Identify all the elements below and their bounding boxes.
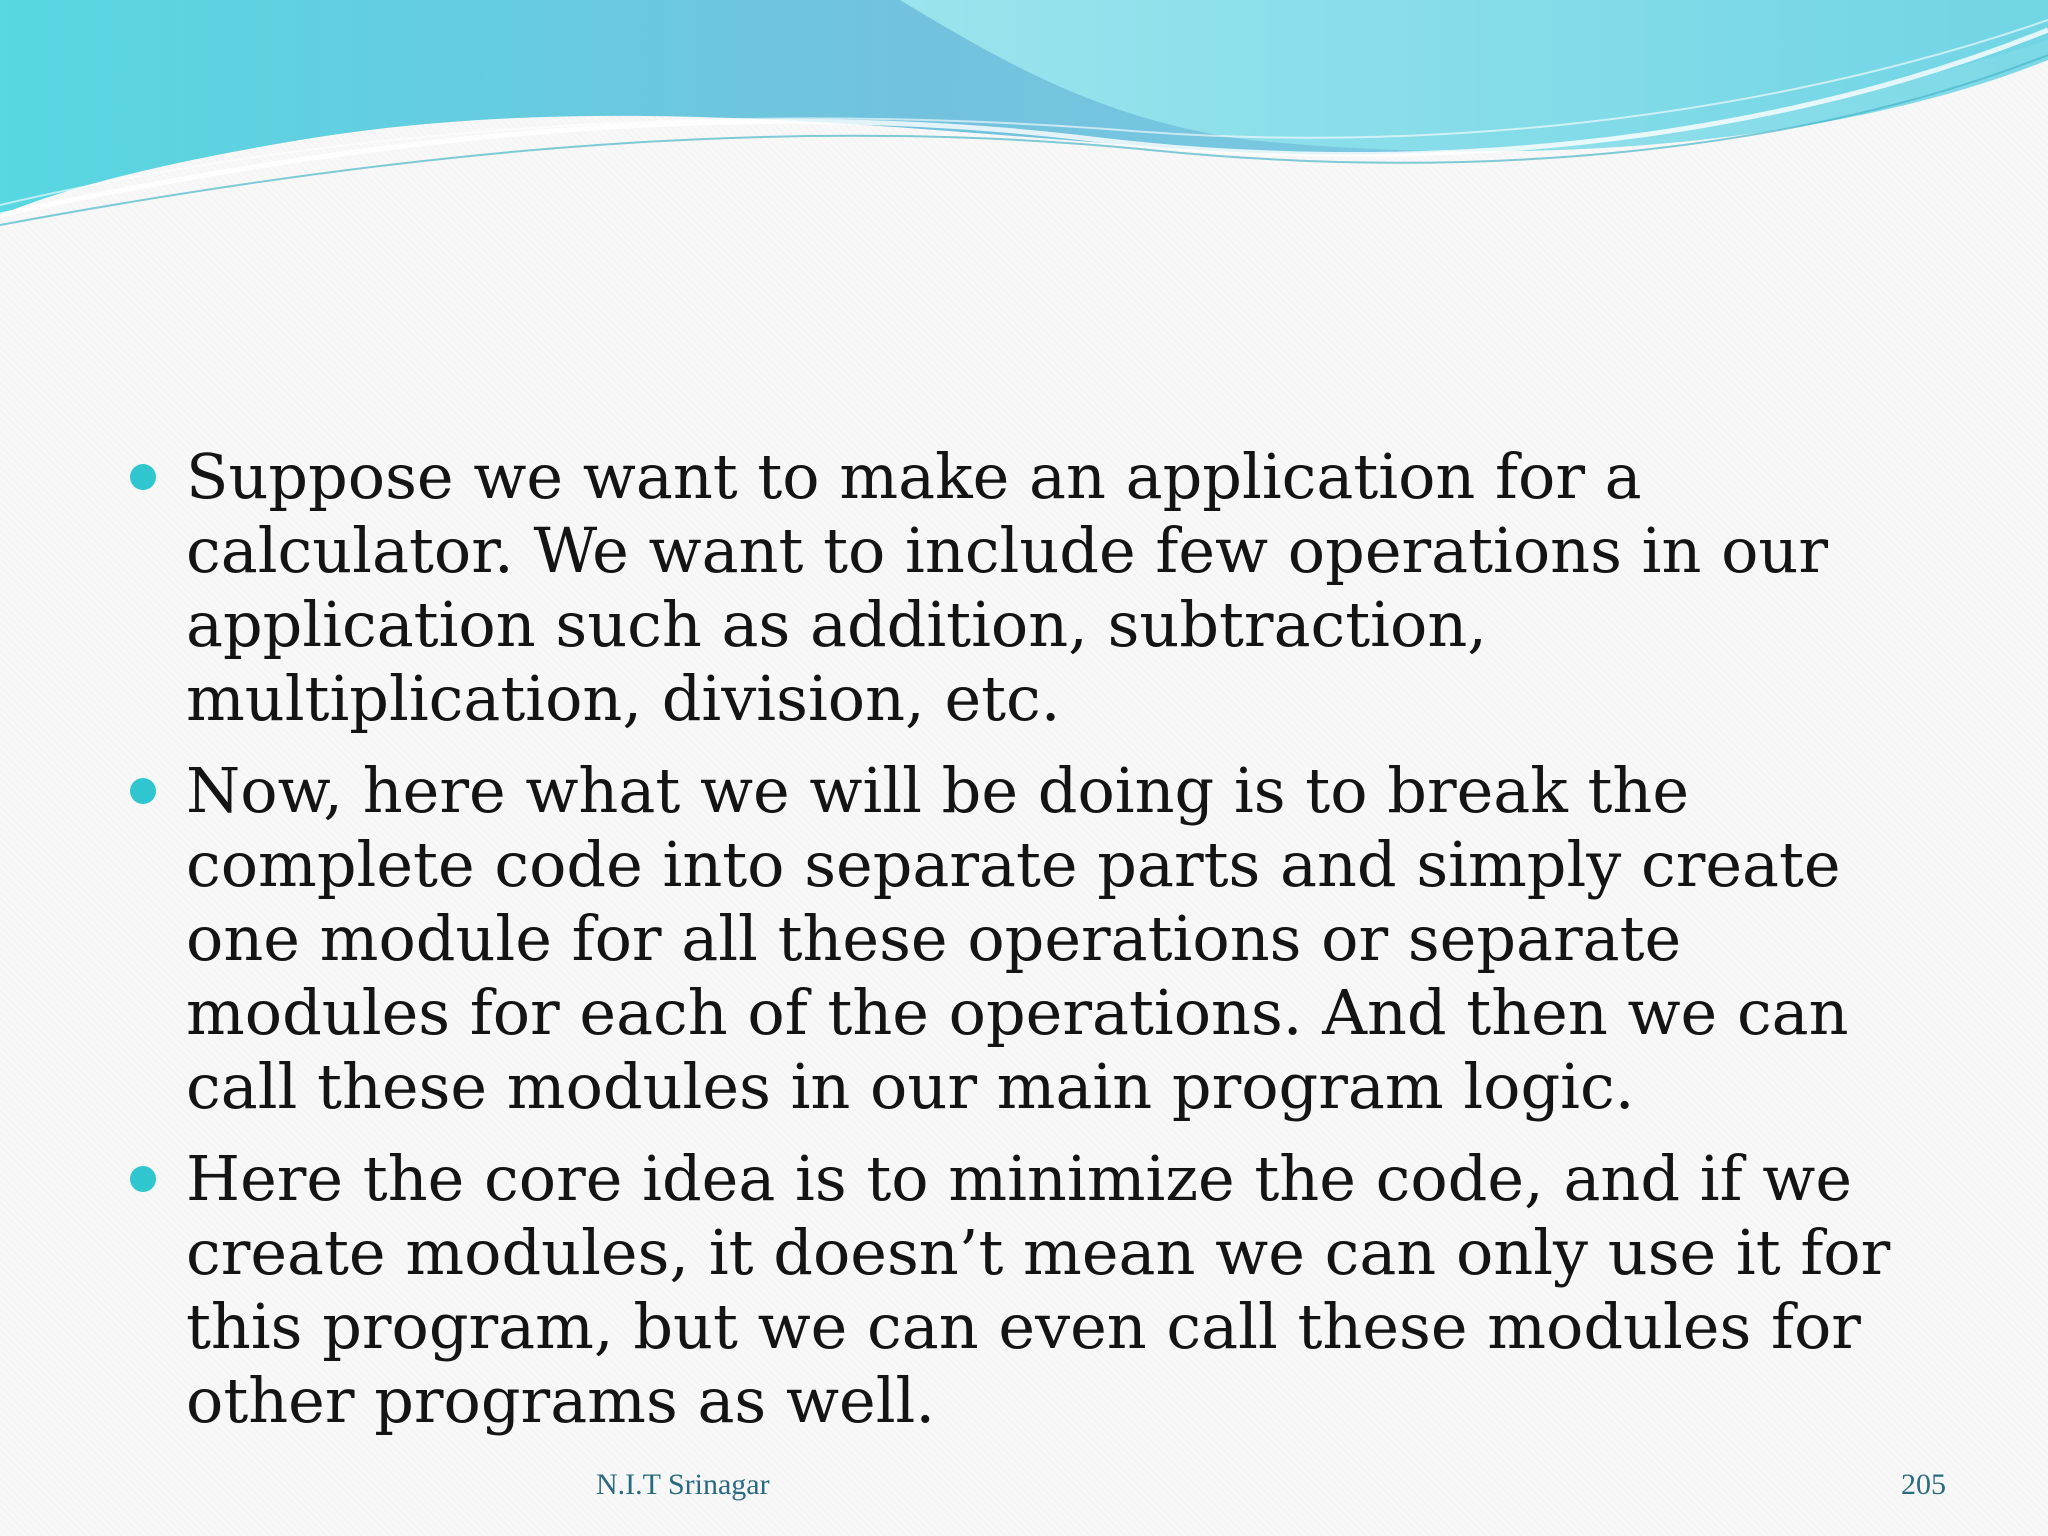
bullet-item xyxy=(130,1142,1930,1438)
bullet-dot-icon xyxy=(130,464,156,490)
bullet-text: Now, here what we will be doing is to break the complete code into separate parts and simply create one module for all these operations or separate modules for each of the operations. And then we can call these modules in our main program logic. xyxy=(186,754,1849,1123)
bullet-dot-icon xyxy=(130,778,156,804)
bullet-item xyxy=(130,754,1930,1124)
bullet-text: Suppose we want to make an application for a calculator. We want to include few operations in our application such as addition, subtraction, multiplication, division, etc. xyxy=(186,440,1829,735)
content-bullet-list xyxy=(130,440,1930,1456)
wave-header-decoration xyxy=(0,0,2048,240)
footer-organization: N.I.T Srinagar xyxy=(596,1468,770,1501)
bullet-dot-icon xyxy=(130,1166,156,1192)
footer-page-number: 205 xyxy=(1901,1468,1946,1501)
bullet-text: Here the core idea is to minimize the code, and if we create modules, it doesn’t mean we can only use it for this program, but we can even call these modules for other programs as well. xyxy=(186,1142,1891,1437)
bullet-item xyxy=(130,440,1930,736)
